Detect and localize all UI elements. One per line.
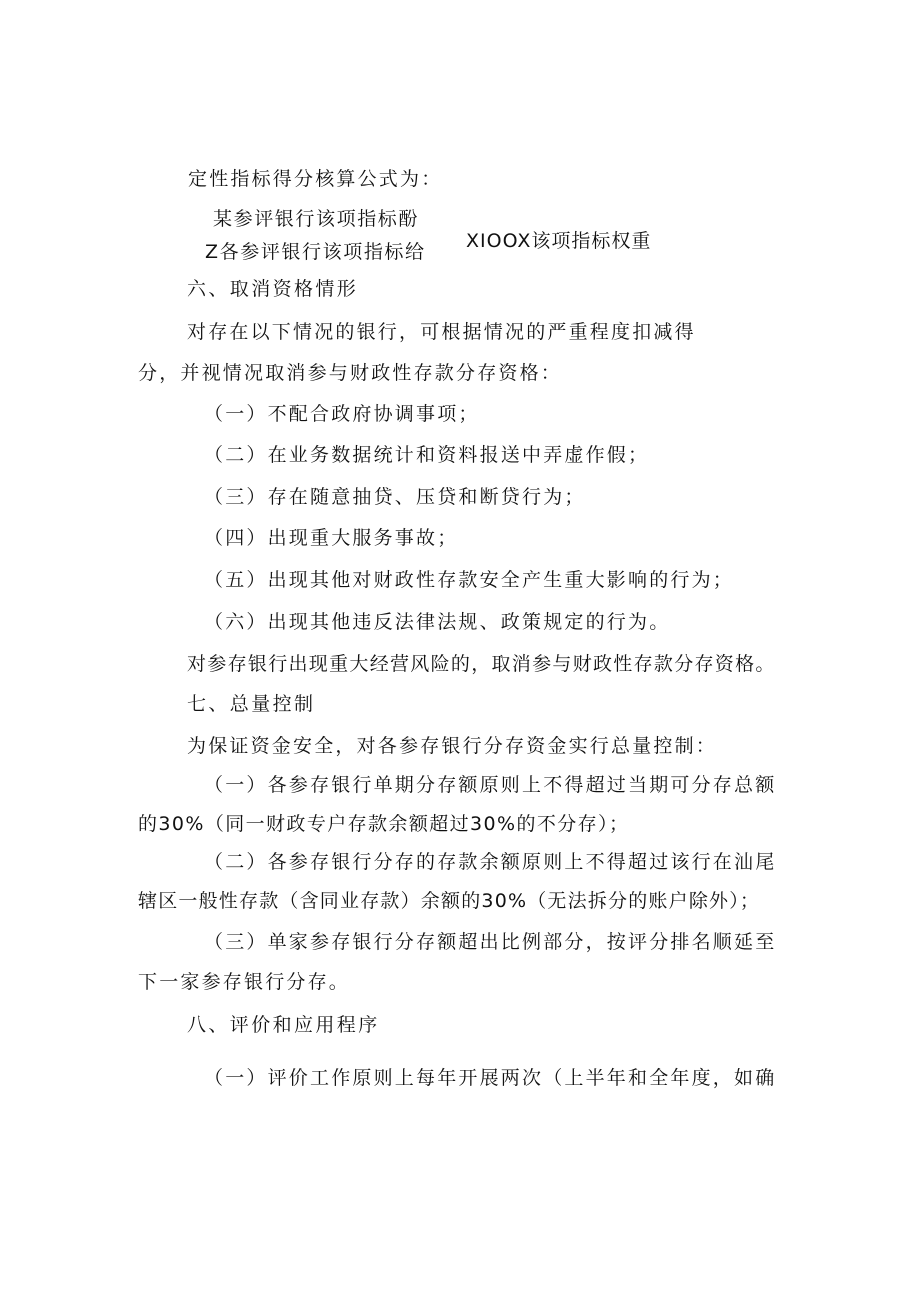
formula-numerator: 某参评银行该项指标酚 — [213, 208, 420, 230]
section6-closing: 对参存银行出现重大经营风险的，取消参与财政性存款分存资格。 — [187, 653, 776, 675]
section7-item3-line2: 下一家参存银行分存。 — [138, 971, 351, 993]
section6-intro-line2: 分，并视情况取消参与财政性存款分存资格： — [138, 362, 563, 384]
section7-item1-line1: （一）各参存银行单期分存额原则上不得超过当期可分存总额 — [204, 774, 777, 796]
section-heading-6: 六、取消资格情形 — [187, 278, 359, 300]
formula-denominator: Z各参评银行该项指标给 — [205, 241, 426, 263]
formula-multiplier: XIOOX该项指标权重 — [466, 230, 652, 252]
section6-item-3: （三）存在随意抽贷、压贷和断贷行为； — [204, 486, 586, 508]
section6-item-1: （一）不配合政府协调事项； — [204, 403, 480, 425]
section8-item1-line1: （一）评价工作原则上每年开展两次（上半年和全年度，如确 — [204, 1067, 777, 1089]
section6-item-6: （六）出现其他违反法律法规、政策规定的行为。 — [204, 611, 671, 633]
section6-item-5: （五）出现其他对财政性存款安全产生重大影响的行为； — [204, 569, 735, 591]
section6-item-4: （四）出现重大服务事故； — [204, 527, 459, 549]
section-heading-8: 八、评价和应用程序 — [187, 1014, 380, 1036]
section7-item2-line1: （二）各参存银行分存的存款余额原则上不得超过该行在汕尾 — [204, 851, 777, 873]
section7-item2-line2: 辖区一般性存款（含同业存款）余额的30%（无法拆分的账户除外）； — [138, 890, 761, 912]
formula-intro: 定性指标得分核算公式为： — [188, 168, 443, 190]
section6-intro-line1: 对存在以下情况的银行，可根据情况的严重程度扣减得 — [187, 321, 696, 343]
section7-item3-line1: （三）单家参存银行分存额超出比例部分，按评分排名顺延至 — [204, 931, 777, 953]
section7-item1-line2: 的30%（同一财政专户存款余额超过30%的不分存）； — [138, 813, 630, 835]
section-heading-7: 七、总量控制 — [187, 693, 316, 715]
section6-item-2: （二）在业务数据统计和资料报送中弄虚作假； — [204, 444, 650, 466]
section7-intro: 为保证资金安全，对各参存银行分存资金实行总量控制： — [187, 735, 718, 757]
